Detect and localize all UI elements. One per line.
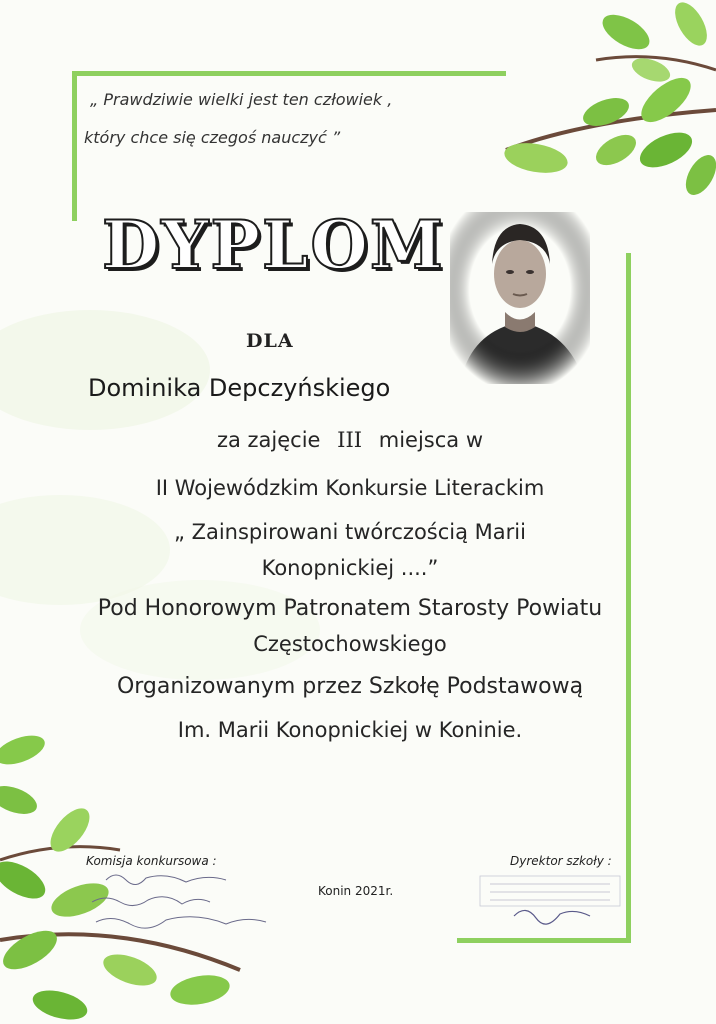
contest-name: II Wojewódzkim Konkursie Literackim	[155, 476, 545, 500]
award-prefix: za zajęcie	[216, 428, 321, 452]
recipient-name: Dominika Depczyńskiego	[88, 374, 391, 402]
award-suffix: miejsca w	[378, 428, 484, 452]
for-label: DLA	[246, 330, 294, 352]
quote-line-2: który chce się czegoś nauczyć ”	[84, 128, 341, 147]
patronage-line-1: Pod Honorowym Patronatem Starosty Powiatu	[97, 596, 603, 621]
commission-label: Komisja konkursowa :	[86, 854, 217, 868]
frame-left-border	[72, 71, 77, 221]
director-label: Dyrektor szkoły :	[510, 854, 612, 868]
organizer-line-1: Organizowanym przez Szkołę Podstawową	[116, 674, 584, 699]
award-line	[110, 428, 590, 452]
organizer-line-2: Im. Marii Konopnickiej w Koninie.	[177, 718, 523, 742]
school-stamp	[470, 872, 630, 932]
award-place: III	[337, 428, 363, 452]
frame-bottom-border	[457, 938, 631, 943]
quote-line-1: „ Prawdziwie wielki jest ten człowiek ,	[90, 90, 393, 109]
commission-signatures	[86, 866, 276, 936]
portrait-image	[450, 212, 590, 384]
place-and-date: Konin 2021r.	[318, 884, 394, 898]
contest-title-line-2: Konopnickiej ....”	[261, 556, 439, 580]
leaves-top-right-decoration	[496, 0, 716, 200]
contest-title-line-1: „ Zainspirowani twórczością Marii	[174, 520, 526, 544]
diploma-title: DYPLOM	[102, 206, 445, 284]
frame-top-border	[72, 71, 506, 76]
patronage-line-2: Częstochowskiego	[253, 632, 447, 656]
